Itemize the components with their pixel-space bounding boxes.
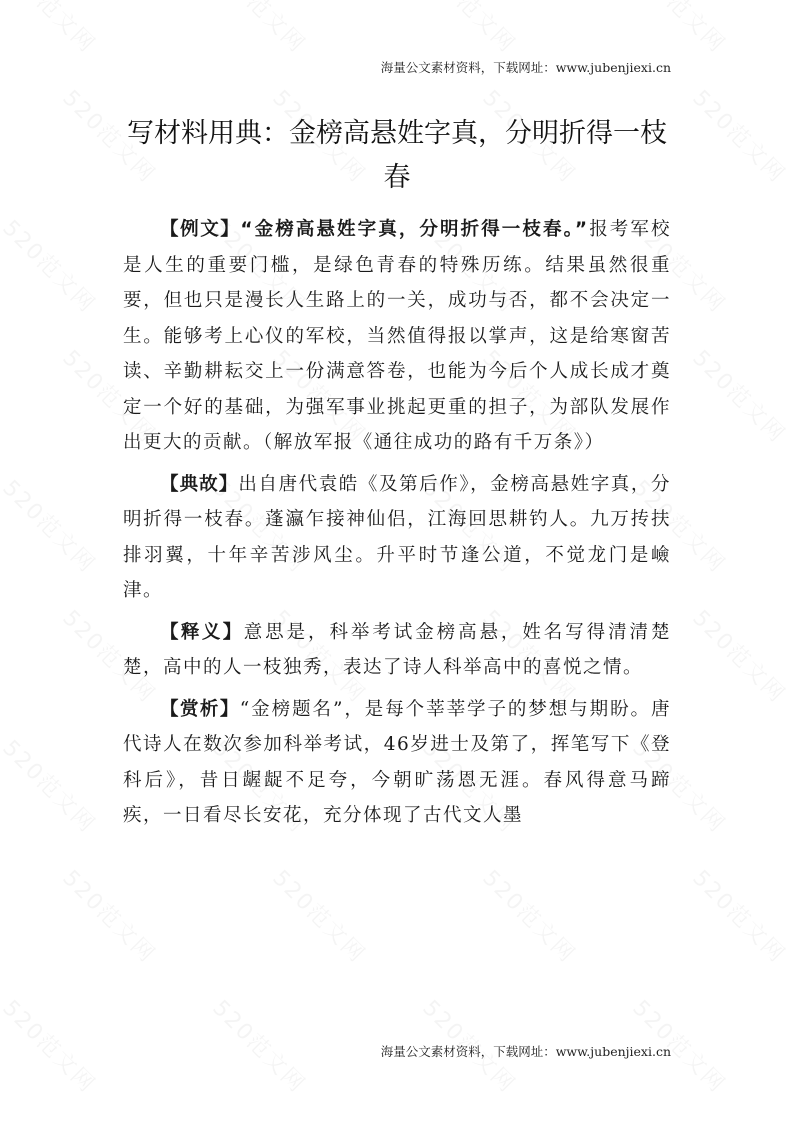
- watermark-text: [267, 862, 374, 969]
- page-header: 海量公文素材资料，下载网址：www.jubenjiexi.cn: [380, 60, 671, 75]
- tag-meaning: 【释义】: [160, 621, 244, 643]
- watermark-text: [687, 602, 793, 709]
- tag-appreciation: 【赏析】: [160, 698, 240, 720]
- page-footer: 海量公文素材资料，下载网址：www.jubenjiexi.cn: [380, 1044, 671, 1059]
- meaning-text: 意思是，科举考试金榜高悬，姓名写得清清楚楚，高中的人一枝独秀，表达了诗人科举高中的喜悦之情。: [123, 621, 671, 678]
- watermark-text: [627, 0, 734, 59]
- example-text: 报考军校是人生的重要门槛，是绿色青春的特殊历练。结果虽然很重要，但也只是漫长人生路上的一关，成功与否，都不会决定一生。能够考上心仪的军校，当然值得报以掌声，这是给寒窗苦读、辛勤耕耘交上一份满意答卷，也能为今后个人成长成才奠定一个好的基础，为强军事业挑起更重的担子，为部队发展作出更大的贡献。（解放军报《通往成功的路有千万条》）: [123, 219, 671, 453]
- appreciation-text: “金榜题名”，是每个莘莘学子的梦想与期盼。唐代诗人在数次参加科举考试，46岁进士及第了，挥笔写下《登科后》，昔日龌龊不足夸，今朝旷荡恩无涯。春风得意马蹄疾，一日看尽长安花，充分体现了古代文人墨: [123, 698, 671, 826]
- watermark-text: [0, 732, 103, 839]
- paragraph-allusion: [123, 467, 671, 609]
- document-body: [123, 112, 671, 840]
- watermark-text: [57, 862, 164, 969]
- paragraph-appreciation: [123, 692, 671, 834]
- document-title: 写材料用典：金榜高悬姓字真，分明折得一枝春: [127, 118, 667, 193]
- watermark-text: [0, 212, 103, 319]
- allusion-text: 出自唐代袁皓《及第后作》，金榜高悬姓字真，分明折得一枝春。蓬瀛乍接神仙侣，江海回思耕钓人。九万抟扶排羽翼，十年辛苦涉风尘。升平时节逢公道，不觉龙门是嶮津。: [123, 473, 671, 601]
- paragraph-example: [123, 212, 671, 461]
- paragraph-meaning: [123, 615, 671, 686]
- watermark-text: [0, 0, 103, 59]
- watermark-text: [207, 992, 314, 1099]
- watermark-text: [0, 992, 103, 1099]
- example-quote: “金榜高悬姓字真，分明折得一枝春。”: [240, 219, 589, 240]
- watermark-text: [687, 862, 793, 969]
- header-divider: [120, 80, 673, 81]
- tag-example: 【例文】: [160, 219, 241, 240]
- watermark-text: [477, 862, 584, 969]
- watermark-text: [687, 82, 793, 189]
- tag-allusion: 【典故】: [160, 473, 239, 495]
- watermark-text: [0, 472, 103, 579]
- watermark-text: [207, 0, 314, 59]
- watermark-text: [687, 342, 793, 449]
- watermark-text: [417, 0, 524, 59]
